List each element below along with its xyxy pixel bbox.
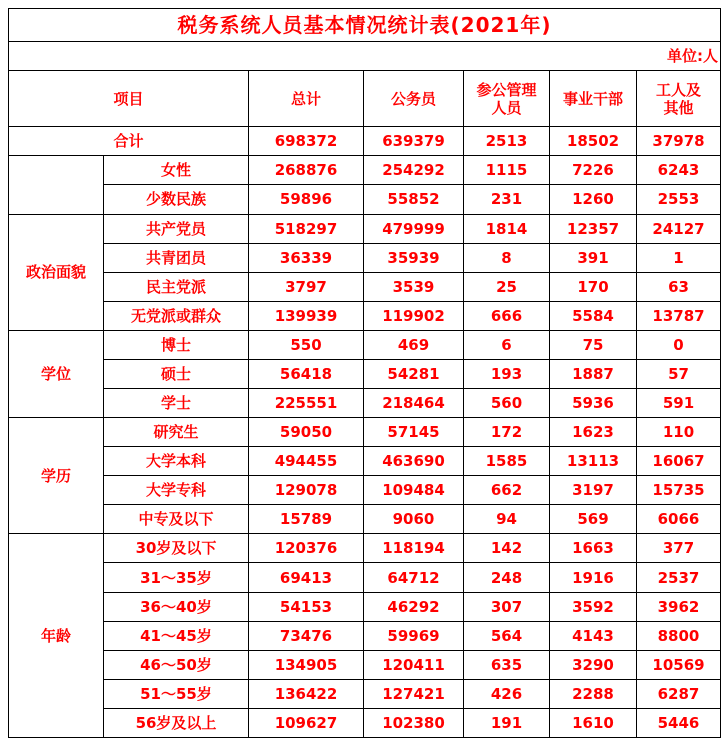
row-label: 31～35岁	[104, 563, 249, 592]
data-cell: 64712	[364, 563, 464, 592]
data-cell: 8	[464, 243, 550, 272]
data-cell: 218464	[364, 389, 464, 418]
data-cell: 54153	[249, 592, 364, 621]
row-label: 共产党员	[104, 214, 249, 243]
data-cell: 3290	[550, 650, 637, 679]
data-cell: 120411	[364, 650, 464, 679]
data-cell: 13113	[550, 447, 637, 476]
group-label: 年龄	[9, 534, 104, 738]
sum-cell: 698372	[249, 127, 364, 156]
row-label: 研究生	[104, 418, 249, 447]
row-label: 民主党派	[104, 272, 249, 301]
data-cell: 1260	[550, 185, 637, 214]
data-cell: 3197	[550, 476, 637, 505]
data-cell: 9060	[364, 505, 464, 534]
data-cell: 5446	[637, 708, 721, 737]
data-cell: 36339	[249, 243, 364, 272]
data-cell: 564	[464, 621, 550, 650]
table-row	[9, 185, 721, 214]
row-label: 30岁及以下	[104, 534, 249, 563]
header-item: 项目	[9, 71, 249, 127]
data-cell: 377	[637, 534, 721, 563]
data-cell: 134905	[249, 650, 364, 679]
row-label: 硕士	[104, 359, 249, 388]
table-row	[9, 505, 721, 534]
data-cell: 666	[464, 301, 550, 330]
data-cell: 102380	[364, 708, 464, 737]
data-cell: 6243	[637, 156, 721, 185]
row-label: 56岁及以上	[104, 708, 249, 737]
data-cell: 268876	[249, 156, 364, 185]
row-label: 学士	[104, 389, 249, 418]
header-worker-other-line1: 工人及	[656, 80, 702, 99]
group-label	[9, 156, 104, 214]
row-label: 41～45岁	[104, 621, 249, 650]
group-label: 学历	[9, 418, 104, 534]
data-cell: 231	[464, 185, 550, 214]
data-cell: 0	[637, 330, 721, 359]
data-cell: 46292	[364, 592, 464, 621]
table-title: 税务系统人员基本情况统计表(2021年)	[9, 9, 721, 42]
data-cell: 1610	[550, 708, 637, 737]
row-label: 博士	[104, 330, 249, 359]
data-cell: 635	[464, 650, 550, 679]
data-cell: 6	[464, 330, 550, 359]
data-cell: 2288	[550, 679, 637, 708]
data-cell: 56418	[249, 359, 364, 388]
sum-cell: 639379	[364, 127, 464, 156]
data-cell: 4143	[550, 621, 637, 650]
data-cell: 59050	[249, 418, 364, 447]
header-total: 总计	[249, 71, 364, 127]
header-reference-staff-line2: 人员	[491, 98, 522, 117]
row-label: 女性	[104, 156, 249, 185]
data-cell: 1916	[550, 563, 637, 592]
data-cell: 73476	[249, 621, 364, 650]
row-label: 共青团员	[104, 243, 249, 272]
data-cell: 170	[550, 272, 637, 301]
data-cell: 6287	[637, 679, 721, 708]
data-cell: 25	[464, 272, 550, 301]
data-cell: 479999	[364, 214, 464, 243]
table-row	[9, 156, 721, 185]
data-cell: 172	[464, 418, 550, 447]
data-cell: 550	[249, 330, 364, 359]
row-label: 中专及以下	[104, 505, 249, 534]
data-cell: 109484	[364, 476, 464, 505]
table-row	[9, 359, 721, 388]
data-cell: 55852	[364, 185, 464, 214]
data-cell: 5584	[550, 301, 637, 330]
data-cell: 127421	[364, 679, 464, 708]
data-cell: 469	[364, 330, 464, 359]
data-cell: 7226	[550, 156, 637, 185]
row-label: 大学专科	[104, 476, 249, 505]
data-cell: 13787	[637, 301, 721, 330]
table-row	[9, 301, 721, 330]
data-cell: 248	[464, 563, 550, 592]
row-label: 无党派或群众	[104, 301, 249, 330]
data-cell: 139939	[249, 301, 364, 330]
table-row	[9, 679, 721, 708]
table-row	[9, 272, 721, 301]
row-label: 少数民族	[104, 185, 249, 214]
data-cell: 94	[464, 505, 550, 534]
data-cell: 3539	[364, 272, 464, 301]
data-cell: 63	[637, 272, 721, 301]
row-label: 大学本科	[104, 447, 249, 476]
data-cell: 129078	[249, 476, 364, 505]
sum-row	[9, 127, 721, 156]
data-cell: 518297	[249, 214, 364, 243]
data-cell: 54281	[364, 359, 464, 388]
row-label: 36～40岁	[104, 592, 249, 621]
data-cell: 3592	[550, 592, 637, 621]
table-row	[9, 476, 721, 505]
unit-label: 单位:人	[9, 42, 721, 71]
data-cell: 569	[550, 505, 637, 534]
data-cell: 463690	[364, 447, 464, 476]
data-cell: 12357	[550, 214, 637, 243]
data-cell: 10569	[637, 650, 721, 679]
data-cell: 191	[464, 708, 550, 737]
data-cell: 75	[550, 330, 637, 359]
data-cell: 118194	[364, 534, 464, 563]
row-label: 51～55岁	[104, 679, 249, 708]
data-cell: 59896	[249, 185, 364, 214]
table-row	[9, 708, 721, 737]
data-cell: 1585	[464, 447, 550, 476]
data-cell: 142	[464, 534, 550, 563]
data-cell: 119902	[364, 301, 464, 330]
group-label: 学位	[9, 330, 104, 417]
data-cell: 2553	[637, 185, 721, 214]
table-row	[9, 330, 721, 359]
table-row	[9, 214, 721, 243]
data-cell: 109627	[249, 708, 364, 737]
data-cell: 1623	[550, 418, 637, 447]
table-row	[9, 621, 721, 650]
sum-cell: 2513	[464, 127, 550, 156]
table-row	[9, 418, 721, 447]
row-label: 46～50岁	[104, 650, 249, 679]
data-cell: 57	[637, 359, 721, 388]
data-cell: 254292	[364, 156, 464, 185]
data-cell: 560	[464, 389, 550, 418]
data-cell: 15789	[249, 505, 364, 534]
data-cell: 69413	[249, 563, 364, 592]
data-cell: 5936	[550, 389, 637, 418]
sum-cell: 37978	[637, 127, 721, 156]
table-row	[9, 447, 721, 476]
data-cell: 1663	[550, 534, 637, 563]
data-cell: 59969	[364, 621, 464, 650]
data-cell: 16067	[637, 447, 721, 476]
table-row	[9, 563, 721, 592]
table-row	[9, 592, 721, 621]
header-civil-servant: 公务员	[364, 71, 464, 127]
sum-cell: 18502	[550, 127, 637, 156]
statistics-table	[8, 8, 721, 738]
data-cell: 110	[637, 418, 721, 447]
header-institution-cadre: 事业干部	[550, 71, 637, 127]
data-cell: 662	[464, 476, 550, 505]
header-worker-other	[637, 71, 721, 127]
data-cell: 307	[464, 592, 550, 621]
table-row	[9, 243, 721, 272]
data-cell: 426	[464, 679, 550, 708]
data-cell: 136422	[249, 679, 364, 708]
data-cell: 225551	[249, 389, 364, 418]
data-cell: 15735	[637, 476, 721, 505]
data-cell: 1	[637, 243, 721, 272]
header-worker-other-line2: 其他	[663, 98, 694, 117]
data-cell: 1115	[464, 156, 550, 185]
data-cell: 120376	[249, 534, 364, 563]
data-cell: 3962	[637, 592, 721, 621]
data-cell: 35939	[364, 243, 464, 272]
table-row	[9, 389, 721, 418]
header-reference-staff	[464, 71, 550, 127]
table-row	[9, 534, 721, 563]
group-label: 政治面貌	[9, 214, 104, 330]
data-cell: 57145	[364, 418, 464, 447]
data-cell: 193	[464, 359, 550, 388]
table-row	[9, 650, 721, 679]
header-row	[9, 71, 721, 127]
data-cell: 1814	[464, 214, 550, 243]
data-cell: 391	[550, 243, 637, 272]
data-cell: 3797	[249, 272, 364, 301]
data-cell: 1887	[550, 359, 637, 388]
data-cell: 6066	[637, 505, 721, 534]
sum-label: 合计	[9, 127, 249, 156]
header-reference-staff-line1: 参公管理	[476, 80, 537, 99]
data-cell: 24127	[637, 214, 721, 243]
data-cell: 8800	[637, 621, 721, 650]
data-cell: 591	[637, 389, 721, 418]
data-cell: 2537	[637, 563, 721, 592]
data-cell: 494455	[249, 447, 364, 476]
